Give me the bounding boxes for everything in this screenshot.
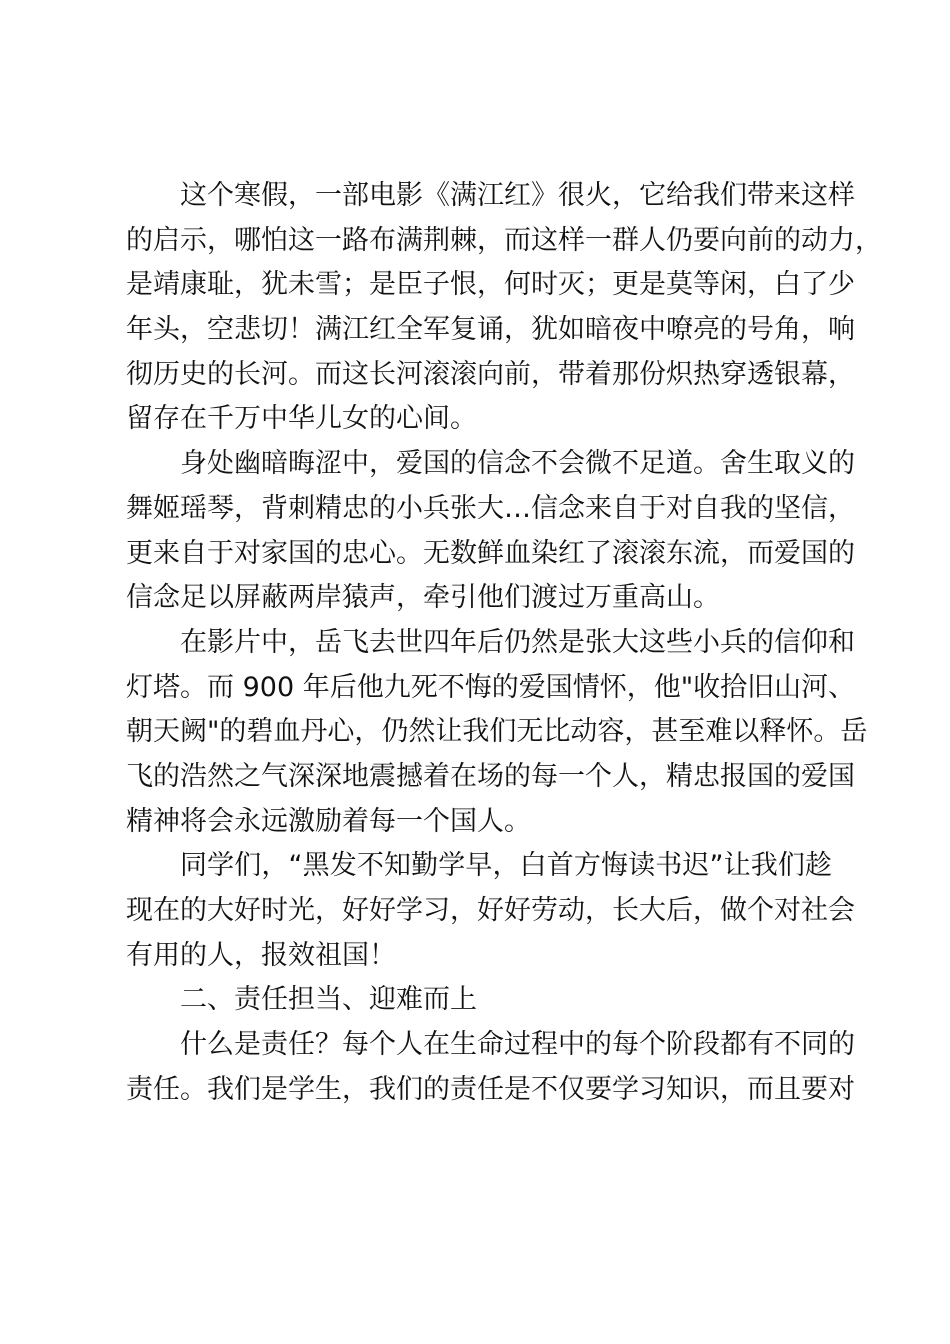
text-line: 飞的浩然之气深深地震撼着在场的每一个人，精忠报国的爱国	[126, 760, 855, 792]
text-line: 留存在千万中华儿女的心间。	[126, 403, 477, 435]
paragraph-2	[126, 442, 855, 621]
text-line: 彻历史的长河。而这长河滚滚向前，带着那份炽热穿透银幕，	[126, 358, 855, 390]
text-line: 灯塔。而 900 年后他九死不悔的爱国情怀，他"收拾旧山河、	[126, 671, 856, 703]
text-line: 精神将会永远激励着每一个国人。	[126, 805, 531, 837]
paragraph-1	[126, 174, 882, 442]
text-line: 这个寒假，一部电影《满江红》很火，它给我们带来这样	[180, 180, 855, 211]
text-line: 信念足以屏蔽两岸猿声，牵引他们渡过万重高山。	[126, 582, 720, 614]
text-line: 责任。我们是学生，我们的责任是不仅要学习知识，而且要对	[126, 1073, 855, 1105]
text-line: 的启示，哪怕这一路布满荆棘，而这样一群人仍要向前的动力，	[126, 224, 882, 256]
text-line: 有用的人，报效祖国！	[126, 939, 396, 971]
text-line: 是靖康耻，犹未雪；是臣子恨，何时灭；更是莫等闲，白了少	[126, 269, 855, 301]
section-heading	[126, 978, 832, 1023]
text-line: 什么是责任？每个人在生命过程中的每个阶段都有不同的	[180, 1029, 855, 1061]
text-line: 朝天阙"的碧血丹心，仍然让我们无比动容，甚至难以释怀。岳	[126, 716, 868, 748]
section-heading-text: 二、责任担当、迎难而上	[180, 984, 477, 1016]
text-line: 在影片中，岳飞去世四年后仍然是张大这些小兵的信仰和	[180, 626, 855, 658]
paragraph-3	[126, 621, 868, 844]
text-line: 更来自于对家国的忠心。无数鲜血染红了滚滚东流，而爱国的	[126, 537, 855, 569]
text-line: 同学们，“黑发不知勤学早，白首方悔读书迟”让我们趁	[180, 850, 832, 882]
document-body	[126, 174, 882, 1112]
paragraph-4	[126, 844, 855, 978]
text-line: 身处幽暗晦涩中，爱国的信念不会微不足道。舍生取义的	[180, 448, 855, 480]
text-line: 舞姬瑶琴，背刺精忠的小兵张大…信念来自于对自我的坚信，	[126, 492, 855, 524]
text-line: 年头，空悲切！满江红全军复诵，犹如暗夜中嘹亮的号角，响	[126, 314, 855, 346]
text-line: 现在的大好时光，好好学习，好好劳动，长大后，做个对社会	[126, 895, 855, 926]
paragraph-5	[126, 1023, 855, 1112]
